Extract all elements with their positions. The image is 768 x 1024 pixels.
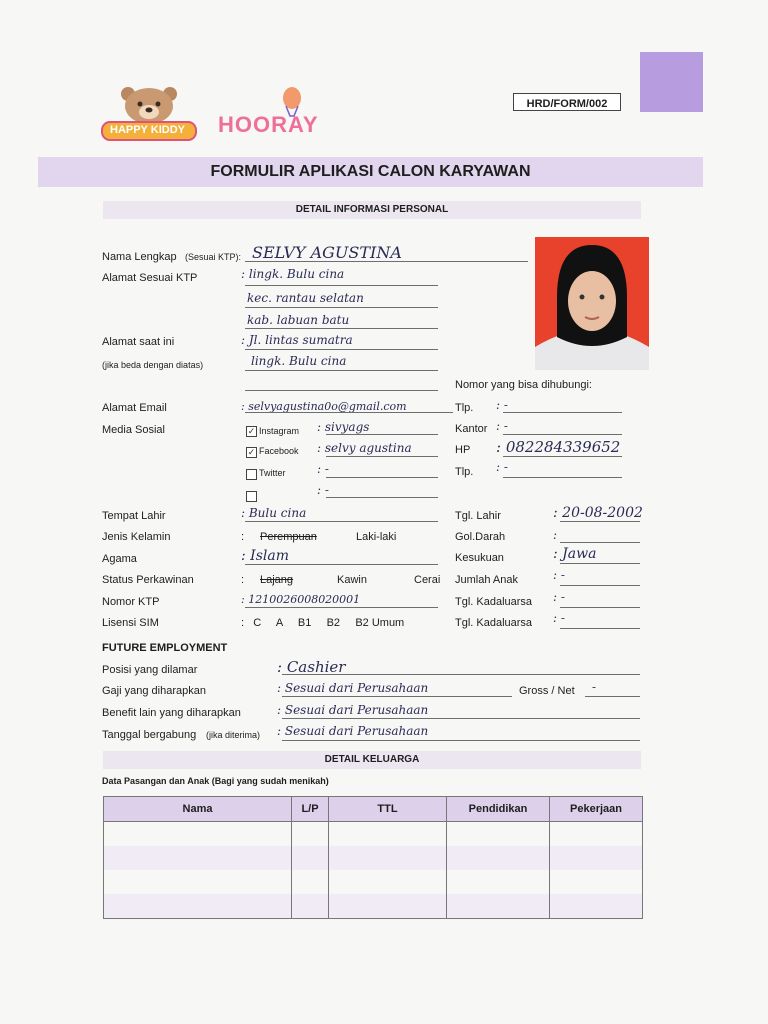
table-row[interactable] [104,846,643,870]
status-option-cerai[interactable]: Cerai [414,574,441,586]
alamat-ktp-line-1 [245,285,438,286]
posisi-value[interactable]: : Cashier [277,658,346,676]
benefit-value[interactable]: : Sesuai dari Perusahaan [277,703,429,717]
alamat-ini-label: Alamat saat ini [102,336,175,348]
kadaluarsa1-line [560,607,640,608]
kadaluarsa2-value[interactable]: : - [553,611,565,625]
alamat-ini-note: (jika beda dengan diatas) [102,360,204,370]
bergabung-note: (jika diterima) [206,730,261,740]
corner-swatch [640,52,703,112]
alamat-ktp-line-2 [245,307,438,308]
tgl-lahir-value[interactable]: : 20-08-2002 [553,505,643,521]
alamat-ini-line-1 [245,349,438,350]
status-label: Status Perkawinan [102,574,194,586]
tlp-value[interactable]: : - [496,398,508,412]
family-table [103,796,643,919]
happy-kiddy-logo [100,84,198,144]
gaji-label: Gaji yang diharapkan [102,685,206,697]
bergabung-label: Tanggal bergabung [102,729,197,741]
alamat-ktp-line-3 [245,328,438,329]
tempat-lahir-line [245,521,438,522]
table-row[interactable] [104,870,643,894]
kontak-title: Nomor yang bisa dihubungi: [455,379,592,391]
instagram-line [326,434,438,435]
family-subtitle: Data Pasangan dan Anak (Bagi yang sudah menikah) [102,776,329,786]
anak-value[interactable]: : - [553,568,565,582]
jk-label: Jenis Kelamin [102,531,171,543]
agama-line [245,564,438,565]
form-code: HRD/FORM/002 [526,98,608,110]
hp-label: HP [455,444,471,456]
gross-net-value[interactable]: - [592,680,597,694]
goldarah-value[interactable]: : [553,528,558,542]
twitter-label: Twitter [259,468,286,478]
nama-value[interactable]: SELVY AGUSTINA [252,243,402,262]
tlp2-line [503,477,622,478]
alamat-ktp-1[interactable]: : lingk. Bulu cina [241,267,345,281]
benefit-line [282,718,640,719]
gaji-line [282,696,512,697]
table-row[interactable] [104,894,643,919]
logo1-text: HAPPY KIDDY [110,124,185,136]
kadaluarsa2-label: Tgl. Kadaluarsa [455,617,533,629]
agama-label: Agama [102,553,137,565]
kadaluarsa1-label: Tgl. Kadaluarsa [455,596,533,608]
ktp-line [245,607,438,608]
nama-label: Nama Lengkap [102,251,177,263]
section-title-family: DETAIL KELUARGA [324,754,420,765]
sim-options[interactable]: : C A B1 B2 B2 Umum [241,617,405,629]
ktp-label: Nomor KTP [102,596,160,608]
goldarah-label: Gol.Darah [455,531,506,543]
sim-label: Lisensi SIM [102,617,159,629]
alamat-ktp-label: Alamat Sesuai KTP [102,272,198,284]
kantor-value[interactable]: : - [496,419,508,433]
gaji-value[interactable]: : Sesuai dari Perusahaan [277,681,429,695]
facebook-label: Facebook [259,446,299,456]
suku-value[interactable]: : Jawa [553,546,597,562]
tgl-lahir-label: Tgl. Lahir [455,510,501,522]
alamat-ini-2[interactable]: lingk. Bulu cina [251,354,347,368]
alamat-ini-line-3 [245,390,438,391]
hp-line [503,456,622,457]
anak-line [560,585,640,586]
alamat-ini-1[interactable]: : Jl. lintas sumatra [241,333,353,347]
anak-label: Jumlah Anak [455,574,518,586]
status-option-kawin[interactable]: Kawin [337,574,367,586]
other-social-value[interactable]: : - [317,483,329,497]
twitter-line [326,477,438,478]
goldarah-line [560,542,640,543]
facebook-checkbox[interactable]: ✓ [247,447,256,457]
tempat-lahir-value[interactable]: : Bulu cina [241,506,307,520]
suku-label: Kesukuan [455,552,504,564]
status-colon: : [241,574,245,586]
col-pendidikan: Pendidikan [447,797,550,822]
tlp2-value[interactable]: : - [496,460,508,474]
gross-net-label: Gross / Net [519,685,575,697]
tlp2-label: Tlp. [455,466,474,478]
kadaluarsa2-line [560,628,640,629]
bergabung-line [282,740,640,741]
tlp-label: Tlp. [455,402,474,414]
facebook-value[interactable]: : selvy agustina [317,441,412,455]
employment-title: FUTURE EMPLOYMENT [102,642,228,654]
hooray-logo [216,86,319,142]
jk-option-laki[interactable]: Laki-laki [356,531,397,543]
other-social-checkbox[interactable] [246,491,257,502]
instagram-value[interactable]: : sivyags [317,420,370,434]
benefit-label: Benefit lain yang diharapkan [102,707,241,719]
section-title-personal: DETAIL INFORMASI PERSONAL [295,204,449,215]
ktp-value[interactable]: : 1210026008020001 [241,593,361,606]
posisi-line [282,674,640,675]
col-lp: L/P [292,797,329,822]
suku-line [560,563,640,564]
medsos-label: Media Sosial [102,424,165,436]
jk-option-perempuan[interactable]: Perempuan [260,531,317,543]
posisi-label: Posisi yang dilamar [102,664,198,676]
email-line [245,412,453,413]
page-title: FORMULIR APLIKASI CALON KARYAWAN [210,163,531,180]
bergabung-value[interactable]: : Sesuai dari Perusahaan [277,724,429,738]
alamat-ktp-2[interactable]: kec. rantau selatan [247,291,364,305]
applicant-photo [535,237,649,370]
other-social-line [326,497,438,498]
email-value[interactable]: : selvyagustina0o@gmail.com [241,400,407,413]
hp-value[interactable]: : 082284339652 [496,438,621,456]
col-nama: Nama [104,797,292,822]
twitter-value[interactable]: : - [317,462,329,476]
alamat-ktp-3[interactable]: kab. labuan batu [247,313,350,327]
tlp-line [503,412,622,413]
email-label: Alamat Email [102,402,167,414]
kadaluarsa1-value[interactable]: : - [553,590,565,604]
nama-line [245,261,528,262]
instagram-label: Instagram [259,426,300,436]
kantor-line [503,434,622,435]
col-pekerjaan: Pekerjaan [550,797,643,822]
instagram-checkbox[interactable]: ✓ [247,426,256,436]
table-row[interactable] [104,822,643,847]
jk-colon: : [241,531,245,543]
nama-note: (Sesuai KTP): [185,252,242,262]
tgl-lahir-line [560,521,640,522]
twitter-checkbox[interactable] [246,469,257,480]
col-ttl: TTL [329,797,447,822]
tempat-lahir-label: Tempat Lahir [102,510,166,522]
gross-net-line [585,696,640,697]
kantor-label: Kantor [455,423,488,435]
status-option-lajang[interactable]: Lajang [260,574,294,586]
logo2-text: HOORAY [218,112,319,137]
form-code-box [513,93,621,111]
agama-value[interactable]: : Islam [241,548,289,564]
facebook-line [326,456,438,457]
alamat-ini-line-2 [245,370,438,371]
